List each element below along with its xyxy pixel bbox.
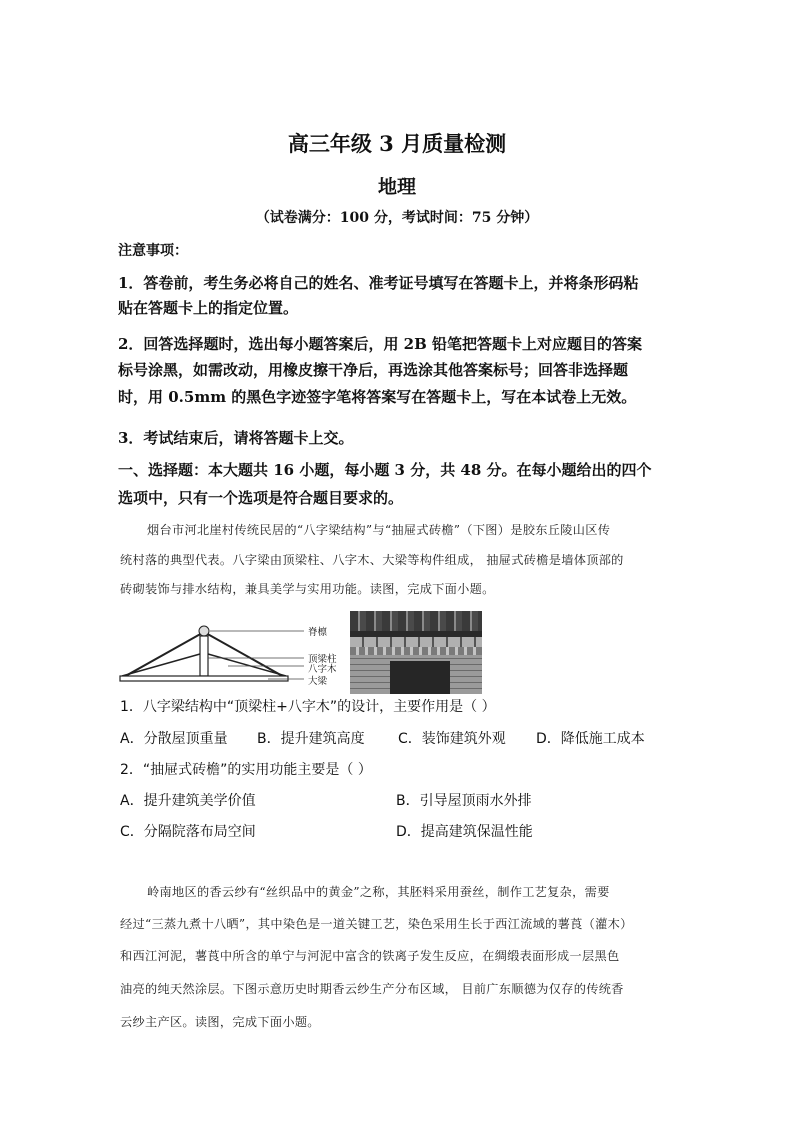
passage-2-line-1: 岭南地区的香云纱有“丝织品中的黄金”之称，其胚料采用蚕丝，制作工艺复杂，需要: [147, 885, 610, 899]
notice-item-1-line-2: 贴在答题卡上的指定位置。: [118, 299, 299, 317]
question-2-option-c[interactable]: C．分隔院落布局空间: [120, 824, 256, 840]
label-king-post: 顶梁柱: [308, 654, 337, 665]
notice-item-2-line-1: 2．回答选择题时，选出每小题答案后，用 2B 铅笔把答题卡上对应题目的答案: [118, 335, 642, 353]
section-1-heading-line-1: 一、选择题：本大题共 16 小题，每小题 3 分，共 48 分。在每小题给出的四个: [118, 461, 652, 479]
notice-heading: 注意事项：: [118, 243, 188, 259]
passage-1-line-1: 烟台市河北崖村传统民居的“八字梁结构”与“抽屉式砖檐”（下图）是胶东丘陵山区传: [147, 523, 611, 537]
label-ridge-purlin: 脊檩: [308, 627, 328, 638]
question-2-option-a[interactable]: A．提升建筑美学价值: [120, 793, 256, 809]
section-1-heading-line-2: 选项中，只有一个选项是符合题目要求的。: [118, 489, 404, 507]
question-1-option-b[interactable]: B．提升建筑高度: [257, 731, 365, 747]
passage-2-line-5: 云纱主产区。读图，完成下面小题。: [120, 1015, 320, 1029]
exam-title: 高三年级 3 月质量检测: [287, 131, 507, 156]
passage-2-line-3: 和西江河泥，薯莨中所含的单宁与河泥中富含的铁离子发生反应，在绸缎表面形成一层黑色: [120, 949, 620, 963]
notice-item-2-line-3: 时，用 0.5mm 的黑色字迹签字笔将答案写在答题卡上，写在本试卷上无效。: [118, 388, 637, 406]
notice-item-3: 3．考试结束后，请将答题卡上交。: [118, 429, 354, 447]
subject-title: 地理: [377, 176, 416, 198]
notice-item-2-line-2: 标号涂黑，如需改动，用橡皮擦干净后，再选涂其他答案标号；回答非选择题: [118, 361, 629, 379]
passage-1-line-2: 统村落的典型代表。八字梁由顶梁柱、八字木、大梁等构件组成， 抽屉式砖檐是墙体顶部的: [120, 553, 624, 567]
question-1-option-a[interactable]: A．分散屋顶重量: [120, 731, 228, 747]
label-main-beam: 大梁: [308, 676, 328, 687]
roof-structure-diagram: [118, 618, 348, 690]
notice-item-1-line-1: 1．答卷前，考生务必将自己的姓名、准考证号填写在答题卡上，并将条形码粘: [118, 274, 639, 292]
passage-1-line-3: 砖砌装饰与排水结构，兼具美学与实用功能。读图，完成下面小题。: [120, 582, 495, 596]
question-2-option-b[interactable]: B．引导屋顶雨水外排: [396, 793, 532, 809]
question-2-stem: 2．“抽屉式砖檐”的实用功能主要是（ ）: [120, 762, 372, 778]
brick-eave-photo: [350, 611, 482, 694]
passage-2-line-4: 油亮的纯天然涂层。下图示意历史时期香云纱生产分布区域， 目前广东顺德为仅存的传统香: [120, 982, 624, 996]
question-1-option-c[interactable]: C．装饰建筑外观: [398, 731, 506, 747]
label-strut: 八字木: [308, 664, 337, 675]
exam-info: （试卷满分：100 分，考试时间：75 分钟）: [255, 210, 539, 226]
question-1-stem: 1．八字梁结构中“顶梁柱+八字木”的设计，主要作用是（ ）: [120, 699, 496, 715]
passage-2-line-2: 经过“三蒸九煮十八晒”，其中染色是一道关键工艺，染色采用生长于西江流域的薯莨（灌木）: [120, 917, 633, 931]
question-1-option-d[interactable]: D．降低施工成本: [536, 731, 645, 747]
question-2-option-d[interactable]: D．提高建筑保温性能: [396, 824, 533, 840]
